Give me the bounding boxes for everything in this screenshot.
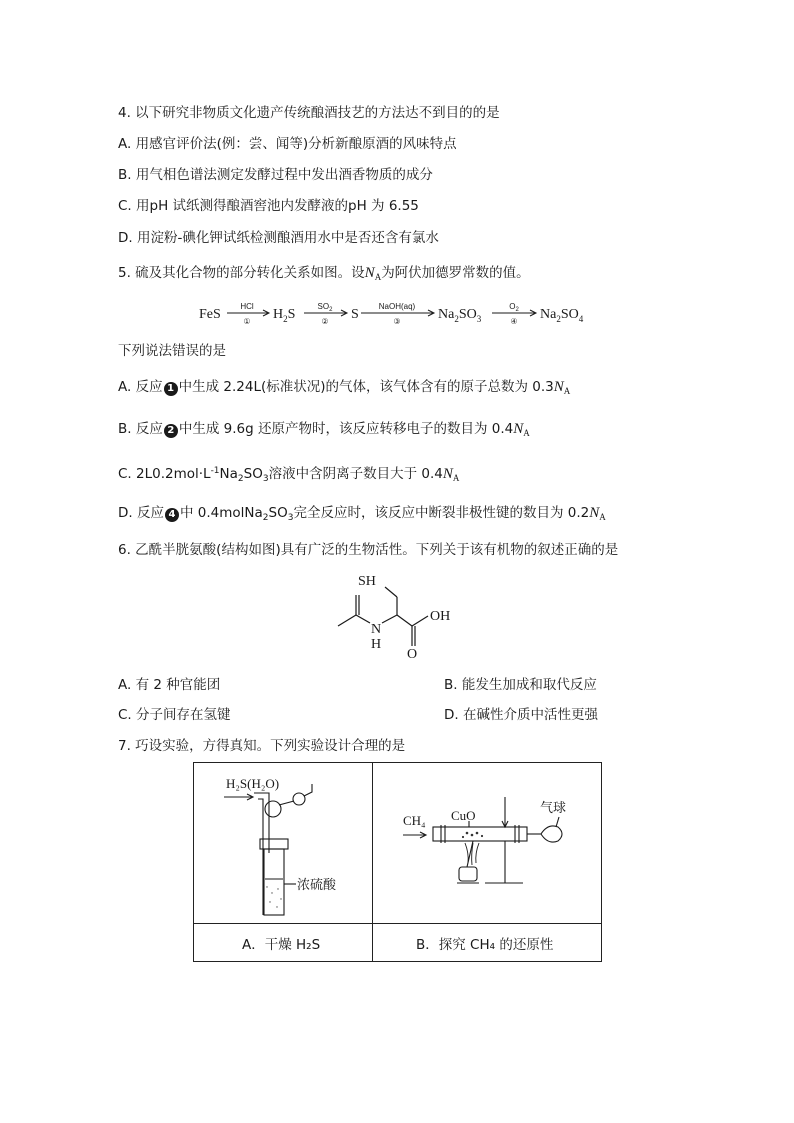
q4-stem: 4. 以下研究非物质文化遗产传统酿酒技艺的方法达不到目的的是 (118, 105, 500, 121)
reagent-so2: $SO_2$ (317, 302, 333, 313)
wash-bottle (264, 849, 284, 915)
label-o: O (407, 647, 418, 662)
liquid-label: 浓硫酸 (297, 878, 337, 893)
reaction-marker-4: 4 (165, 508, 179, 522)
outlet-bulb (293, 793, 305, 805)
q5-option-a (118, 378, 570, 400)
caption-b: B．探究 CH₄ 的还原性 (416, 937, 554, 953)
acetylcysteine-structure (330, 570, 470, 662)
bond-n-ca (382, 615, 397, 623)
q5d-text1: 中 0.4molNa (179, 505, 263, 521)
q5c-text: 溶液中含阴离子数目大于 0.4 (268, 466, 443, 482)
bond-c-oh (412, 616, 428, 626)
q4-option-d: D. 用淀粉-碘化钾试纸检测酿酒用水中是否还含有氯水 (118, 230, 439, 246)
label-sh: SH (358, 574, 376, 589)
bond-cb-s (385, 587, 397, 597)
step-3: ③ (393, 317, 401, 326)
inlet-tube (254, 793, 269, 853)
q5c-so: SO (243, 466, 263, 482)
reaction-marker-1: 1 (164, 382, 178, 396)
reaction-tube (433, 827, 527, 841)
q5-stem-pre: 5. 硫及其化合物的部分转化关系如图。设 (118, 265, 365, 281)
label-n: N (371, 622, 382, 637)
bond-c-n (356, 615, 370, 623)
alcohol-lamp (459, 867, 477, 881)
q5c-sub1: 2 (237, 474, 244, 484)
na-symbol (365, 265, 382, 281)
balloon-label: 气球 (540, 801, 567, 816)
q5d-so: SO (268, 505, 288, 521)
reagent-o2: $O_2$ (509, 302, 519, 313)
label-oh: OH (430, 609, 451, 624)
q5d-sub1: 2 (262, 513, 269, 523)
q5-option-b (118, 420, 530, 442)
q6-option-b: B. 能发生加成和取代反应 (444, 677, 597, 693)
species-h2s: $H_2S$ (273, 307, 296, 324)
q5-stem (118, 264, 530, 286)
na-letter: N (364, 265, 375, 281)
q5b-text: 中生成 9.6g 还原产物时，该反应转移电子的数目为 0.4 (178, 421, 514, 437)
na-symbol: $N_A$ (589, 505, 606, 522)
table-divider-horizontal (194, 923, 601, 924)
q5d-prefix: D. 反应 (118, 505, 164, 521)
na-symbol: $N_A$ (513, 421, 530, 438)
na-symbol: $N_A$ (442, 466, 460, 483)
experiment-table (193, 762, 602, 962)
q6-option-a: A. 有 2 种官能团 (118, 677, 221, 693)
inlet-tube-inner (258, 799, 263, 915)
step-4: ④ (510, 317, 518, 326)
reagent-hcl: HCl (240, 302, 254, 311)
sulfur-conversion-scheme (195, 296, 615, 330)
q5b-prefix: B. 反应 (118, 421, 163, 437)
gas-label-h2s: H₂S(H₂O) (226, 776, 280, 791)
bottle-stopper (260, 839, 288, 849)
species-na2so4: $Na_2SO_4$ (540, 307, 584, 324)
step-2: ② (321, 317, 329, 326)
q5c-prefix: C. 2L0.2mol·L (118, 466, 211, 482)
species-fes: FeS (199, 307, 221, 322)
q5d-text2: 完全反应时，该反应中断裂非极性键的数目为 0.2 (293, 505, 590, 521)
q5c-na: Na (219, 466, 238, 482)
q5-option-c (118, 462, 459, 488)
caption-a: A．干燥 H₂S (242, 937, 321, 953)
q4-option-b: B. 用气相色谱法测定发酵过程中发出酒香物质的成分 (118, 167, 433, 183)
label-h: H (371, 637, 382, 652)
q6-stem: 6. 乙酰半胱氨酸(结构如图)具有广泛的生物活性。下列关于该有机物的叙述正确的是 (118, 542, 619, 558)
q7-stem: 7. 巧设实验，方得真知。下列实验设计合理的是 (118, 738, 406, 754)
q5-prompt: 下列说法错误的是 (118, 343, 226, 359)
outlet-neck (279, 801, 294, 805)
balloon-leader (556, 817, 559, 827)
q5-stem-post: 为阿伏加德罗常数的值。 (381, 265, 530, 281)
q6-option-d: D. 在碱性介质中活性更强 (444, 707, 598, 723)
q4-option-c: C. 用pH 试纸测得酿酒窖池内发酵液的pH 为 6.55 (118, 198, 419, 214)
stopcock-bulb (265, 801, 281, 817)
step-1: ① (243, 317, 251, 326)
na-subscript: A (374, 272, 382, 282)
cuo-label: CuO (451, 808, 476, 823)
q5-option-d (118, 504, 606, 527)
drying-apparatus (194, 763, 372, 923)
q5c-sup: -1 (210, 466, 220, 476)
bond-methyl (338, 615, 356, 626)
species-s: S (351, 307, 359, 322)
reduction-apparatus (373, 763, 601, 923)
gas-label-ch4: CH₄ (403, 813, 426, 828)
q5a-prefix: A. 反应 (118, 379, 163, 395)
q5c-sub2: 3 (262, 474, 269, 484)
q5a-text: 中生成 2.24L(标准状况)的气体，该气体含有的原子总数为 0.3 (178, 379, 554, 395)
na-symbol: $N_A$ (553, 379, 571, 396)
species-na2so3: $Na_2SO_3$ (438, 307, 482, 324)
bond-ca-cooh (397, 615, 412, 626)
q6-option-c: C. 分子间存在氢键 (118, 707, 231, 723)
reagent-naoh: NaOH(aq) (378, 302, 416, 311)
q5d-sub2: 3 (287, 513, 294, 523)
reaction-marker-2: 2 (164, 424, 178, 438)
balloon (541, 826, 562, 842)
outlet-tube (304, 784, 312, 796)
q4-option-a: A. 用感官评价法(例：尝、闻等)分析新酿原酒的风味特点 (118, 136, 457, 152)
